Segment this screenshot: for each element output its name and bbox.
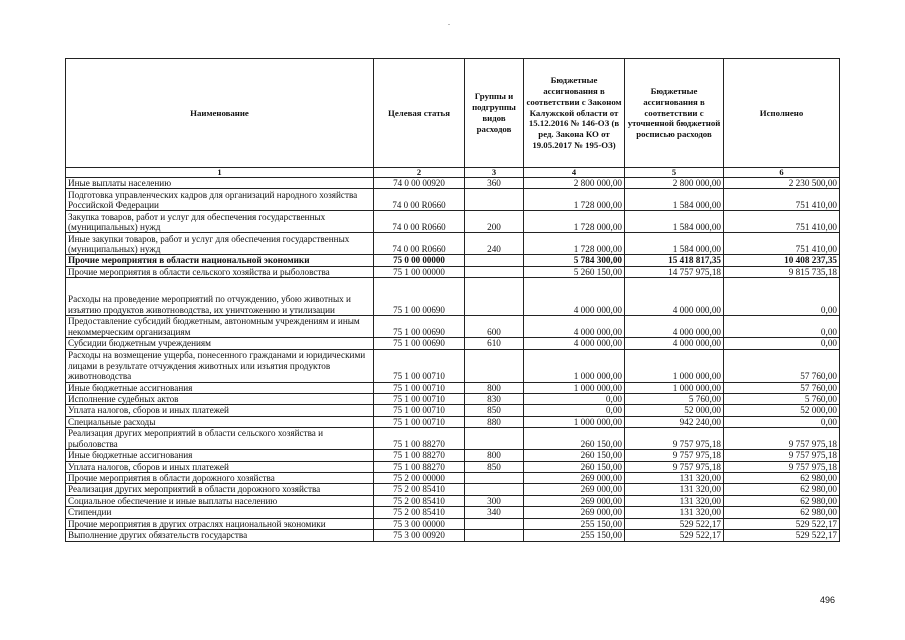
- row-refined-amount: 1 000 000,00: [625, 382, 724, 393]
- row-name: Расходы на возмещение ущерба, понесенного гражданами и юридическими лицами в результате отчуждения животных или изъятия продуктов животноводства: [66, 349, 374, 382]
- row-expense-group: 340: [465, 507, 524, 518]
- row-expense-group: [465, 278, 524, 316]
- row-name: Исполнение судебных актов: [66, 394, 374, 405]
- row-refined-amount: 131 320,00: [625, 495, 724, 506]
- row-name: Уплата налогов, сборов и иных платежей: [66, 461, 374, 472]
- header-executed: Исполнено: [724, 59, 840, 168]
- row-executed-amount: 0,00: [724, 338, 840, 349]
- page-number: 496: [819, 595, 835, 605]
- row-refined-amount: 9 757 975,18: [625, 450, 724, 461]
- row-expense-group: [465, 530, 524, 541]
- row-law-amount: 5 260 150,00: [524, 266, 625, 277]
- row-name: Иные закупки товаров, работ и услуг для обеспечения государственных (муниципальных) нужд: [66, 233, 374, 255]
- row-executed-amount: 5 760,00: [724, 394, 840, 405]
- row-target-article: 75 2 00 85410: [374, 495, 465, 506]
- row-law-amount: 269 000,00: [524, 495, 625, 506]
- row-law-amount: 1 728 000,00: [524, 211, 625, 233]
- row-expense-group: [465, 518, 524, 529]
- row-law-amount: 260 150,00: [524, 428, 625, 450]
- row-name: Прочие мероприятия в области сельского хозяйства и рыболовства: [66, 266, 374, 277]
- row-refined-amount: 4 000 000,00: [625, 338, 724, 349]
- row-executed-amount: 57 760,00: [724, 349, 840, 382]
- row-expense-group: 850: [465, 405, 524, 416]
- table-row: [66, 266, 840, 277]
- row-refined-amount: 52 000,00: [625, 405, 724, 416]
- row-target-article: 75 3 00 00000: [374, 518, 465, 529]
- row-executed-amount: 751 410,00: [724, 189, 840, 211]
- row-name: Прочие мероприятия в области дорожного хозяйства: [66, 473, 374, 484]
- row-law-amount: 1 728 000,00: [524, 233, 625, 255]
- row-name: Иные бюджетные ассигнования: [66, 382, 374, 393]
- row-name: Субсидии бюджетным учреждениям: [66, 338, 374, 349]
- table-row: [66, 530, 840, 541]
- row-refined-amount: 1 584 000,00: [625, 233, 724, 255]
- row-expense-group: 240: [465, 233, 524, 255]
- column-number: 5: [625, 168, 724, 178]
- row-refined-amount: 942 240,00: [625, 416, 724, 427]
- row-refined-amount: 131 320,00: [625, 484, 724, 495]
- row-refined-amount: 1 584 000,00: [625, 189, 724, 211]
- row-refined-amount: 1 584 000,00: [625, 211, 724, 233]
- row-refined-amount: 4 000 000,00: [625, 278, 724, 316]
- row-executed-amount: 0,00: [724, 416, 840, 427]
- row-refined-amount: 529 522,17: [625, 518, 724, 529]
- header-law-allocations: Бюджетные ассигнования в соответствии с Законом Калужской области от 15.12.2016 № 146-ОЗ (в ред. Закона КО от 19.05.2017 № 195-ОЗ): [524, 59, 625, 168]
- row-target-article: 75 3 00 00920: [374, 530, 465, 541]
- row-refined-amount: 5 760,00: [625, 394, 724, 405]
- row-law-amount: 255 150,00: [524, 530, 625, 541]
- row-law-amount: 4 000 000,00: [524, 278, 625, 316]
- table-row: [66, 349, 840, 382]
- row-executed-amount: 0,00: [724, 278, 840, 316]
- row-law-amount: 1 728 000,00: [524, 189, 625, 211]
- row-law-amount: 2 800 000,00: [524, 178, 625, 189]
- table-row: [66, 189, 840, 211]
- row-refined-amount: 1 000 000,00: [625, 349, 724, 382]
- table-row: [66, 416, 840, 427]
- row-name: Социальное обеспечение и иные выплаты населению: [66, 495, 374, 506]
- row-target-article: 74 0 00 R0660: [374, 211, 465, 233]
- row-expense-group: [465, 189, 524, 211]
- row-name: Закупка товаров, работ и услуг для обеспечения государственных (муниципальных) нужд: [66, 211, 374, 233]
- row-name: Выполнение других обязательств государства: [66, 530, 374, 541]
- header-refined-allocations: Бюджетные ассигнования в соответствии с уточненной бюджетной росписью расходов: [625, 59, 724, 168]
- row-executed-amount: 62 980,00: [724, 473, 840, 484]
- row-law-amount: 260 150,00: [524, 450, 625, 461]
- table-row: [66, 484, 840, 495]
- column-number-row: [66, 168, 840, 178]
- row-law-amount: 4 000 000,00: [524, 316, 625, 338]
- row-name: Подготовка управленческих кадров для организаций народного хозяйства Российской Федерации: [66, 189, 374, 211]
- scan-speck: [448, 24, 450, 25]
- row-executed-amount: 0,00: [724, 316, 840, 338]
- row-law-amount: 4 000 000,00: [524, 338, 625, 349]
- table-row: [66, 382, 840, 393]
- row-expense-group: 800: [465, 382, 524, 393]
- row-target-article: 75 1 00 88270: [374, 428, 465, 450]
- table-row: [66, 233, 840, 255]
- table-row: [66, 255, 840, 266]
- table-row: [66, 461, 840, 472]
- row-executed-amount: 9 815 735,18: [724, 266, 840, 277]
- row-refined-amount: 131 320,00: [625, 507, 724, 518]
- row-expense-group: 200: [465, 211, 524, 233]
- header-target-article: Целевая статья: [374, 59, 465, 168]
- row-law-amount: 269 000,00: [524, 473, 625, 484]
- row-target-article: 75 1 00 88270: [374, 450, 465, 461]
- row-executed-amount: 62 980,00: [724, 495, 840, 506]
- row-refined-amount: 2 800 000,00: [625, 178, 724, 189]
- row-target-article: 75 1 00 00690: [374, 316, 465, 338]
- header-row: [66, 59, 840, 168]
- column-number: 6: [724, 168, 840, 178]
- table-row: [66, 495, 840, 506]
- row-expense-group: 300: [465, 495, 524, 506]
- row-target-article: 75 1 00 00710: [374, 394, 465, 405]
- row-law-amount: 0,00: [524, 405, 625, 416]
- row-name: Реализация других мероприятий в области дорожного хозяйства: [66, 484, 374, 495]
- row-target-article: 75 1 00 88270: [374, 461, 465, 472]
- row-executed-amount: 751 410,00: [724, 211, 840, 233]
- row-executed-amount: 52 000,00: [724, 405, 840, 416]
- table-row: [66, 518, 840, 529]
- table-row: [66, 178, 840, 189]
- row-executed-amount: 62 980,00: [724, 484, 840, 495]
- row-expense-group: [465, 484, 524, 495]
- row-executed-amount: 2 230 500,00: [724, 178, 840, 189]
- row-target-article: 75 1 00 00000: [374, 266, 465, 277]
- row-target-article: 75 1 00 00690: [374, 278, 465, 316]
- column-number: 1: [66, 168, 374, 178]
- row-law-amount: 1 000 000,00: [524, 349, 625, 382]
- row-executed-amount: 57 760,00: [724, 382, 840, 393]
- row-expense-group: 600: [465, 316, 524, 338]
- row-expense-group: 800: [465, 450, 524, 461]
- table-row: [66, 507, 840, 518]
- row-expense-group: [465, 349, 524, 382]
- row-law-amount: 269 000,00: [524, 484, 625, 495]
- row-name: Стипендии: [66, 507, 374, 518]
- row-target-article: 74 0 00 R0660: [374, 189, 465, 211]
- row-law-amount: 269 000,00: [524, 507, 625, 518]
- row-refined-amount: 4 000 000,00: [625, 316, 724, 338]
- row-law-amount: 1 000 000,00: [524, 416, 625, 427]
- table-row: [66, 316, 840, 338]
- row-expense-group: 880: [465, 416, 524, 427]
- column-number: 4: [524, 168, 625, 178]
- row-target-article: 75 1 00 00710: [374, 416, 465, 427]
- table-row: [66, 394, 840, 405]
- row-law-amount: 0,00: [524, 394, 625, 405]
- row-law-amount: 255 150,00: [524, 518, 625, 529]
- row-expense-group: [465, 255, 524, 266]
- row-law-amount: 5 784 300,00: [524, 255, 625, 266]
- row-name: Расходы на проведение мероприятий по отчуждению, убою животных и изъятию продуктов животноводства, их уничтожению и утилизации: [66, 278, 374, 316]
- row-target-article: 75 2 00 00000: [374, 473, 465, 484]
- row-executed-amount: 10 408 237,35: [724, 255, 840, 266]
- row-executed-amount: 529 522,17: [724, 530, 840, 541]
- table-row: [66, 278, 840, 316]
- row-executed-amount: 751 410,00: [724, 233, 840, 255]
- row-law-amount: 1 000 000,00: [524, 382, 625, 393]
- row-target-article: 75 1 00 00690: [374, 338, 465, 349]
- row-executed-amount: 9 757 975,18: [724, 450, 840, 461]
- row-refined-amount: 529 522,17: [625, 530, 724, 541]
- row-refined-amount: 131 320,00: [625, 473, 724, 484]
- row-expense-group: 360: [465, 178, 524, 189]
- row-target-article: 75 2 00 85410: [374, 484, 465, 495]
- row-expense-group: [465, 266, 524, 277]
- budget-execution-table: [65, 58, 840, 542]
- row-expense-group: 610: [465, 338, 524, 349]
- row-executed-amount: 9 757 975,18: [724, 461, 840, 472]
- column-number: 3: [465, 168, 524, 178]
- row-name: Иные бюджетные ассигнования: [66, 450, 374, 461]
- row-refined-amount: 14 757 975,18: [625, 266, 724, 277]
- row-target-article: 75 0 00 00000: [374, 255, 465, 266]
- row-expense-group: [465, 428, 524, 450]
- table-body: [66, 178, 840, 542]
- row-name: Прочие мероприятия в области национальной экономики: [66, 255, 374, 266]
- table-row: [66, 450, 840, 461]
- row-name: Реализация других мероприятий в области сельского хозяйства и рыболовства: [66, 428, 374, 450]
- row-name: Предоставление субсидий бюджетным, автономным учреждениям и иным некоммерческим организациям: [66, 316, 374, 338]
- column-number: 2: [374, 168, 465, 178]
- row-target-article: 75 1 00 00710: [374, 349, 465, 382]
- row-name: Прочие мероприятия в других отраслях национальной экономики: [66, 518, 374, 529]
- row-refined-amount: 9 757 975,18: [625, 461, 724, 472]
- row-target-article: 74 0 00 R0660: [374, 233, 465, 255]
- row-target-article: 74 0 00 00920: [374, 178, 465, 189]
- table-row: [66, 211, 840, 233]
- row-target-article: 75 1 00 00710: [374, 405, 465, 416]
- row-executed-amount: 62 980,00: [724, 507, 840, 518]
- row-target-article: 75 2 00 85410: [374, 507, 465, 518]
- row-expense-group: 850: [465, 461, 524, 472]
- header-expense-groups: Группы и подгруппы видов расходов: [465, 59, 524, 168]
- table-row: [66, 338, 840, 349]
- table-row: [66, 428, 840, 450]
- row-expense-group: 830: [465, 394, 524, 405]
- row-executed-amount: 529 522,17: [724, 518, 840, 529]
- row-name: Специальные расходы: [66, 416, 374, 427]
- row-executed-amount: 9 757 975,18: [724, 428, 840, 450]
- row-name: Иные выплаты населению: [66, 178, 374, 189]
- header-name: Наименование: [66, 59, 374, 168]
- row-refined-amount: 9 757 975,18: [625, 428, 724, 450]
- row-expense-group: [465, 473, 524, 484]
- row-law-amount: 260 150,00: [524, 461, 625, 472]
- row-refined-amount: 15 418 817,35: [625, 255, 724, 266]
- table-row: [66, 473, 840, 484]
- row-target-article: 75 1 00 00710: [374, 382, 465, 393]
- table-row: [66, 405, 840, 416]
- row-name: Уплата налогов, сборов и иных платежей: [66, 405, 374, 416]
